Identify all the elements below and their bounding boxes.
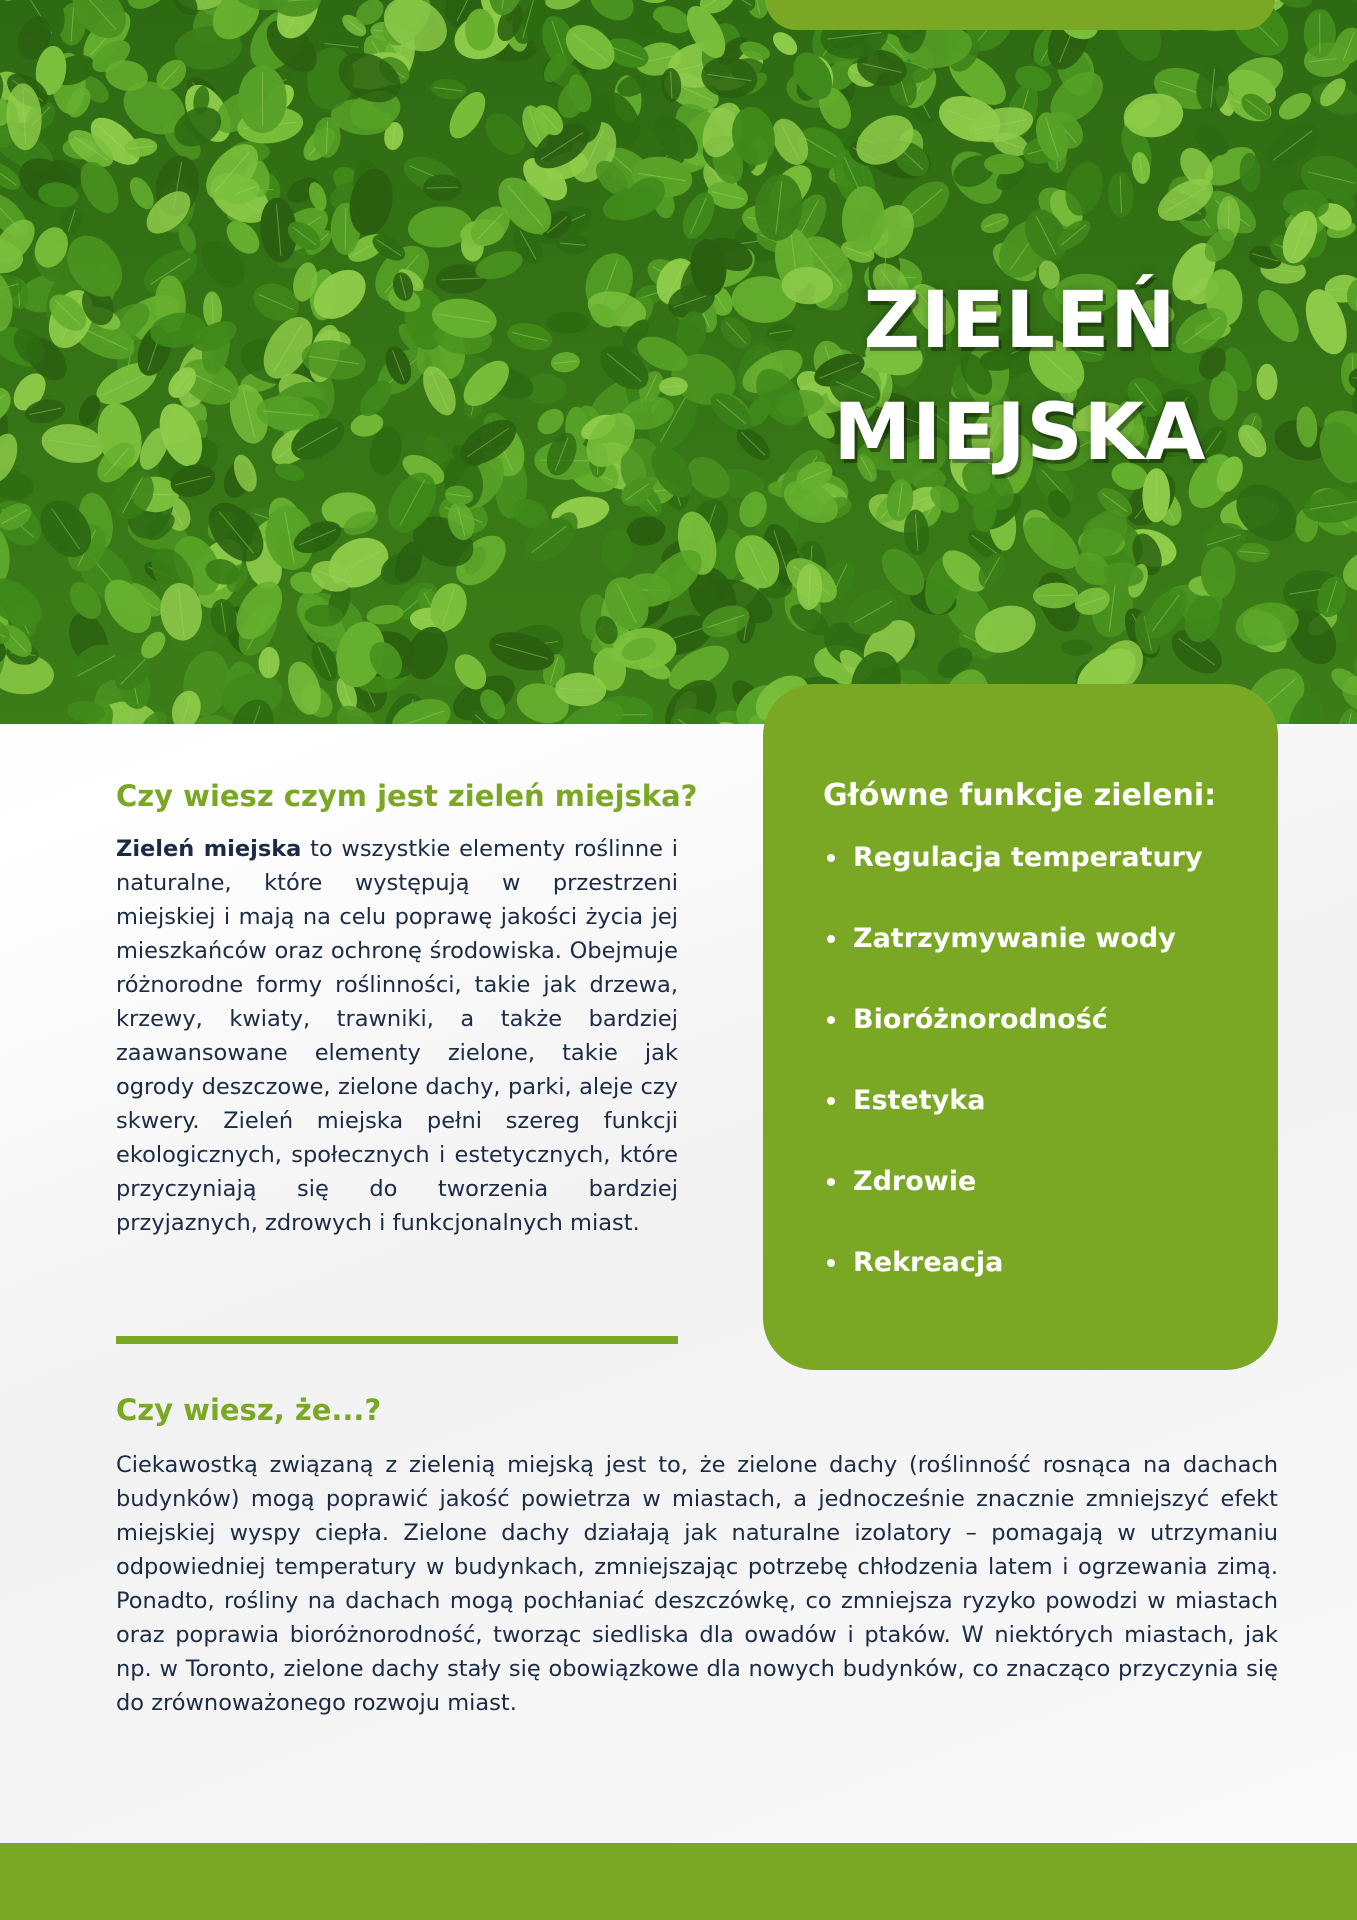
intro-body: to wszystkie elementy roślinne i naturalne, które występują w przestrzeni miejskiej i mają na celu poprawę jakości życia jej mieszkańców oraz ochronę środowiska. Obejmuje różnorodne formy roślinności, takie jak drzewa, krzewy, kwiaty, trawniki, a także bardziej zaawansowane elementy zielone, takie jak ogrody deszczowe, zielone dachy, parki, aleje czy skwery. Zieleń miejska pełni szereg funkcji ekologicznych, społecznych i estetycznych, które przyczyniają się do tworzenia bardziej przyjaznych, zdrowych i funkcjonalnych miast.	[116, 836, 679, 1236]
title-line-1: ZIELEŃ	[863, 276, 1177, 366]
intro-term: Zieleń miejska	[116, 836, 302, 862]
bullet-icon	[827, 1259, 835, 1267]
intro-section	[116, 776, 698, 1240]
hero-banner	[0, 0, 1357, 724]
page-title	[790, 265, 1250, 489]
fact-paragraph: Ciekawostką związaną z zielenią miejską jest to, że zielone dachy (roślinność rosnąca na dachach budynków) mogą poprawić jakość powietrza w miastach, a jednocześnie znacznie zmniejszyć efekt miejskiej wyspy ciepła. Zielone dachy działają jak naturalne izolatory – pomagają w utrzymaniu odpowiedniej temperatury w budynkach, zmniejszając potrzebę chłodzenia latem i ogrzewania zimą. Ponadto, rośliny na dachach mogą pochłaniać deszczówkę, co zmniejsza ryzyko powodzi w miastach oraz poprawia bioróżnorodność, tworząc siedliska dla owadów i ptaków. W niektórych miastach, jak np. w Toronto, zielone dachy stały się obowiązkowe dla nowych budynków, co znacząco przyczynia się do zrównoważonego rozwoju miast.	[116, 1452, 1278, 1716]
bullet-icon	[827, 1016, 835, 1024]
functions-title: Główne funkcje zieleni:	[823, 778, 1217, 813]
intro-paragraph	[116, 832, 678, 1240]
function-item-aesthetics: Estetyka	[853, 1081, 1238, 1162]
bullet-icon	[827, 1097, 835, 1105]
intro-heading: Czy wiesz czym jest zieleń miejska?	[116, 779, 698, 813]
function-item-water: Zatrzymywanie wody	[853, 919, 1238, 1000]
footer-band	[0, 1843, 1357, 1920]
fact-heading: Czy wiesz, że...?	[116, 1393, 382, 1427]
functions-list	[823, 838, 1238, 1324]
title-line-2: MIEJSKA	[833, 388, 1207, 478]
fact-section	[116, 1390, 1278, 1720]
bullet-icon	[827, 935, 835, 943]
functions-card	[763, 684, 1278, 1370]
function-item-health: Zdrowie	[853, 1162, 1238, 1243]
bullet-icon	[827, 1178, 835, 1186]
function-item-biodiversity: Bioróżnorodność	[853, 1000, 1238, 1081]
function-item-recreation: Rekreacja	[853, 1243, 1238, 1324]
function-item-temperature: Regulacja temperatury	[853, 838, 1238, 919]
top-accent-tab	[765, 0, 1275, 30]
bullet-icon	[827, 854, 835, 862]
section-divider	[116, 1336, 678, 1344]
